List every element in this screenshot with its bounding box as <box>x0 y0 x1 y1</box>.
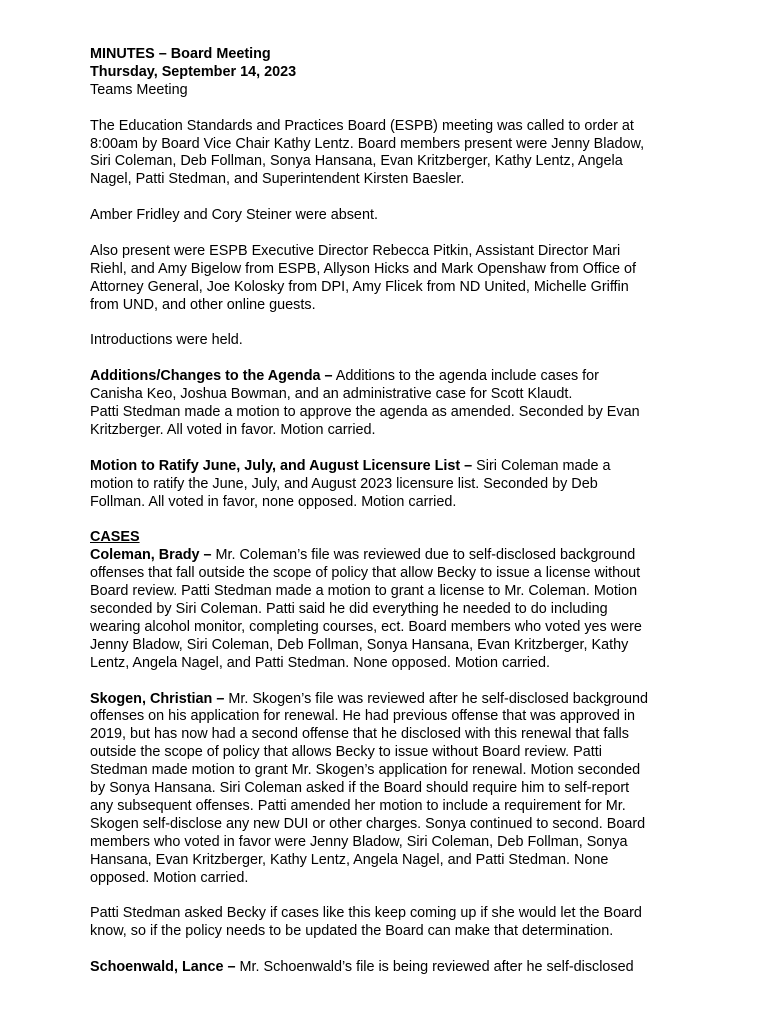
call-to-order-paragraph <box>90 118 690 190</box>
case-coleman <box>90 547 690 672</box>
minutes-body <box>90 46 690 977</box>
paragraph-line: Jenny Bladow, Siri Coleman, Deb Follman, Sonya Hansana, Evan Kritzberger, Kathy <box>90 636 629 653</box>
agenda-section <box>90 368 690 440</box>
paragraph-line: Board review. Patti Stedman made a motion to grant a license to Mr. Coleman. Motion <box>90 583 638 600</box>
header-block <box>90 46 690 100</box>
case-name: Coleman, Brady – <box>90 547 212 564</box>
policy-note-paragraph <box>90 905 690 941</box>
paragraph-line: Hansana, Evan Kritzberger, Kathy Lentz, Angela Nagel, and Patti Stedman. None <box>90 851 609 868</box>
paragraph-text: Mr. Schoenwald’s file is being reviewed after he self-disclosed <box>235 959 634 976</box>
paragraph-line: Siri Coleman, Deb Follman, Sonya Hansana, Evan Kritzberger, Kathy Lentz, Angela <box>90 153 623 170</box>
paragraph-line: from UND, and other online guests. <box>90 296 316 313</box>
introductions-paragraph: Introductions were held. <box>90 332 243 349</box>
cases-heading: CASES <box>90 529 140 546</box>
paragraph-line: offenses on his application for renewal. He had previous offense that was approved in <box>90 708 636 725</box>
ratify-section <box>90 458 690 512</box>
paragraph-line: by Sonya Hansana. Siri Coleman asked if the Board should require him to self-report <box>90 780 630 797</box>
case-skogen <box>90 691 690 888</box>
meeting-date: Thursday, September 14, 2023 <box>90 63 297 80</box>
case-schoenwald <box>90 959 690 977</box>
document-title: MINUTES – Board Meeting <box>90 46 271 62</box>
paragraph-line: 2019, but has now had a second offense that he disclosed with this renewal that falls <box>90 726 629 743</box>
paragraph-line: Nagel, Patti Stedman, and Superintendent Kirsten Baesler. <box>90 171 465 188</box>
agenda-heading: Additions/Changes to the Agenda – <box>90 368 333 385</box>
paragraph-line: any subsequent offenses. Patti amended her motion to include a requirement for Mr. <box>90 797 626 814</box>
paragraph-line: offenses that fall outside the scope of policy that allow Becky to issue a license without <box>90 565 641 582</box>
paragraph-line: wearing alcohol monitor, completing courses, ect. Board members who voted yes were <box>90 618 642 635</box>
paragraph-text: Mr. Coleman’s file was reviewed due to self-disclosed background <box>211 547 636 564</box>
case-name: Skogen, Christian – <box>90 690 225 707</box>
also-present-paragraph <box>90 243 690 315</box>
paragraph-line: Stedman made motion to grant Mr. Skogen’s application for renewal. Motion seconded <box>90 762 641 779</box>
paragraph-line: Riehl, and Amy Bigelow from ESPB, Allyson Hicks and Mark Openshaw from Office of <box>90 260 636 277</box>
paragraph-line: seconded by Siri Coleman. Patti said he did everything he needed to do including <box>90 600 608 617</box>
paragraph-line: motion to ratify the June, July, and August 2023 licensure list. Seconded by Deb <box>90 475 598 492</box>
paragraph-line: members who voted in favor were Jenny Bladow, Siri Coleman, Deb Follman, Sonya <box>90 833 628 850</box>
case-name: Schoenwald, Lance – <box>90 959 236 976</box>
paragraph-line: Attorney General, Joe Kolosky from DPI, Amy Flicek from ND United, Michelle Griffin <box>90 278 629 295</box>
paragraph-line: opposed. Motion carried. <box>90 869 249 886</box>
paragraph-line: Patti Stedman made a motion to approve the agenda as amended. Seconded by Evan <box>90 404 640 421</box>
paragraph-text: Additions to the agenda include cases for <box>332 368 599 385</box>
paragraph-line: The Education Standards and Practices Board (ESPB) meeting was called to order at <box>90 117 634 134</box>
paragraph-line: 8:00am by Board Vice Chair Kathy Lentz. Board members present were Jenny Bladow, <box>90 135 645 152</box>
paragraph-line: outside the scope of policy that allows Becky to issue without Board review. Patti <box>90 744 602 761</box>
cases-section <box>90 529 690 977</box>
paragraph-text: Mr. Skogen’s file was reviewed after he self-disclosed background <box>224 690 649 707</box>
paragraph-line: Lentz, Angela Nagel, and Patti Stedman. None opposed. Motion carried. <box>90 654 550 671</box>
paragraph-line: Kritzberger. All voted in favor. Motion carried. <box>90 421 376 438</box>
paragraph-line: Skogen self-disclose any new DUI or other charges. Sonya continued to second. Board <box>90 815 646 832</box>
meeting-location: Teams Meeting <box>90 81 188 98</box>
paragraph-text: Siri Coleman made a <box>472 457 611 474</box>
paragraph-line: know, so if the policy needs to be updated the Board can make that determination. <box>90 923 614 940</box>
absent-paragraph: Amber Fridley and Cory Steiner were absent. <box>90 207 378 224</box>
paragraph-line: Patti Stedman asked Becky if cases like this keep coming up if she would let the Board <box>90 905 642 922</box>
paragraph-line: Also present were ESPB Executive Director Rebecca Pitkin, Assistant Director Mari <box>90 242 621 259</box>
paragraph-line: Follman. All voted in favor, none opposed. Motion carried. <box>90 493 457 510</box>
ratify-heading: Motion to Ratify June, July, and August Licensure List – <box>90 457 473 474</box>
paragraph-line: Canisha Keo, Joshua Bowman, and an administrative case for Scott Klaudt. <box>90 386 573 403</box>
